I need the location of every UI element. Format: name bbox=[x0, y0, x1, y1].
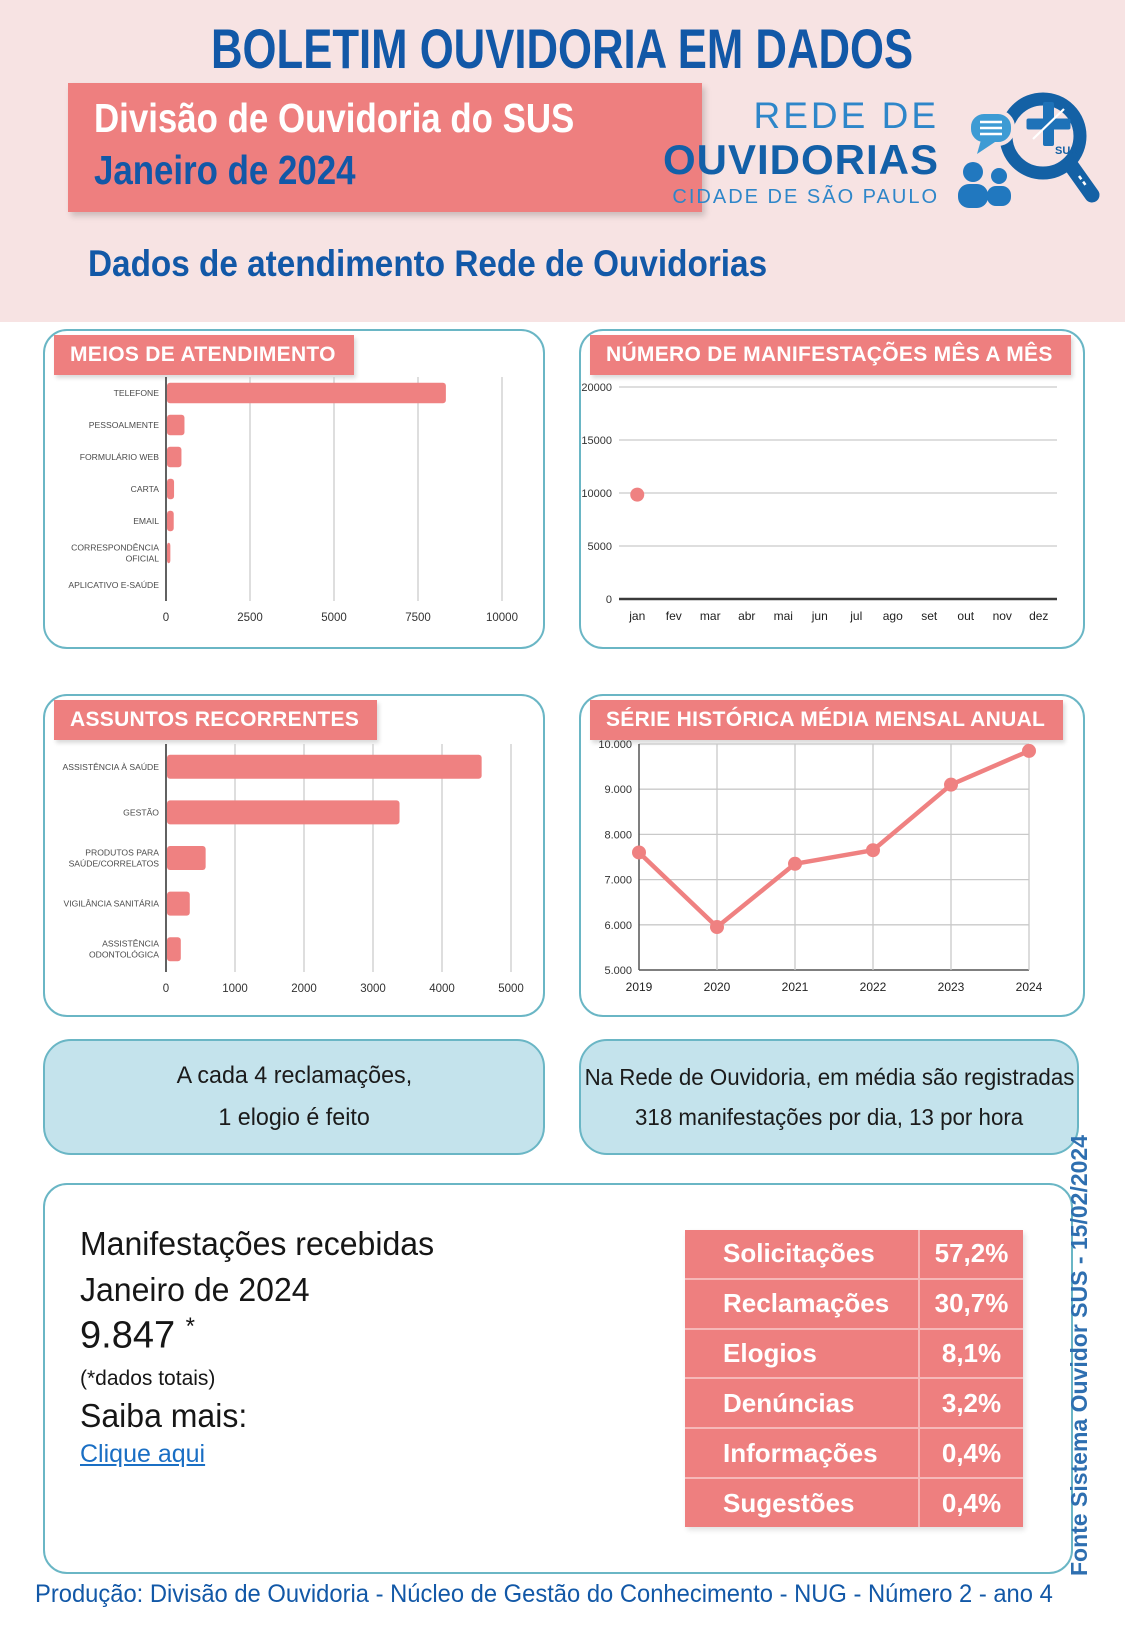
svg-text:CORRESPONDÊNCIA: CORRESPONDÊNCIA bbox=[71, 542, 159, 553]
svg-text:abr: abr bbox=[738, 609, 756, 623]
row-value: 30,7% bbox=[918, 1280, 1023, 1328]
row-label: Elogios bbox=[723, 1338, 817, 1369]
panel-title-mes-a-mes: NÚMERO DE MANIFESTAÇÕES MÊS A MÊS bbox=[590, 335, 1071, 375]
svg-text:2023: 2023 bbox=[937, 980, 965, 994]
svg-text:nov: nov bbox=[992, 609, 1012, 623]
row-label: Reclamações bbox=[723, 1288, 890, 1319]
logo-line-rede-de: REDE DE bbox=[753, 95, 939, 136]
svg-text:2500: 2500 bbox=[237, 612, 263, 624]
logo-line-ouvidorias: OUVIDORIAS bbox=[662, 135, 939, 183]
svg-text:2019: 2019 bbox=[625, 980, 653, 994]
more-info-label: Saiba mais: bbox=[80, 1397, 248, 1434]
total-note: (*dados totais) bbox=[80, 1367, 216, 1390]
logo-wordmark bbox=[663, 96, 939, 211]
panel-serie-historica bbox=[579, 694, 1085, 1017]
svg-text:dez: dez bbox=[1029, 609, 1049, 623]
section-subtitle: Dados de atendimento Rede de Ouvidorias bbox=[88, 243, 768, 284]
footer-credit: Produção: Divisão de Ouvidoria - Núcleo de Gestão do Conhecimento - NUG - Número 2 - ano 4 bbox=[35, 1580, 1053, 1608]
svg-text:7.000: 7.000 bbox=[604, 874, 632, 887]
info-line: Na Rede de Ouvidoria, em média são registradas bbox=[584, 1063, 1074, 1090]
summary-title bbox=[80, 1221, 434, 1313]
row-label: Sugestões bbox=[723, 1487, 855, 1518]
row-value: 3,2% bbox=[918, 1379, 1023, 1427]
people-icon bbox=[958, 162, 1011, 208]
svg-text:mar: mar bbox=[699, 609, 721, 623]
summary-title-line2: Janeiro de 2024 bbox=[80, 1271, 310, 1309]
table-row bbox=[685, 1479, 1023, 1527]
svg-text:TELEFONE: TELEFONE bbox=[113, 388, 159, 398]
total-count: 9.847 * bbox=[80, 1313, 195, 1357]
svg-text:GESTÃO: GESTÃO bbox=[123, 807, 159, 818]
source-note: Fonte Sistema Ouvidor SUS - 15/02/2024 bbox=[1065, 1134, 1092, 1576]
svg-text:6.000: 6.000 bbox=[604, 919, 632, 932]
svg-text:2022: 2022 bbox=[859, 980, 887, 994]
row-value: 0,4% bbox=[918, 1429, 1023, 1477]
svg-text:0: 0 bbox=[162, 612, 170, 624]
svg-text:ago: ago bbox=[882, 609, 903, 623]
svg-text:0: 0 bbox=[605, 594, 612, 606]
row-value: 0,4% bbox=[918, 1479, 1023, 1527]
svg-text:ASSISTÊNCIA: ASSISTÊNCIA bbox=[102, 938, 159, 949]
svg-text:mai: mai bbox=[773, 609, 793, 623]
svg-text:9.000: 9.000 bbox=[604, 784, 632, 797]
svg-text:PESSOALMENTE: PESSOALMENTE bbox=[88, 420, 159, 430]
row-value: 8,1% bbox=[918, 1330, 1023, 1378]
svg-text:5000: 5000 bbox=[587, 541, 612, 553]
svg-text:PRODUTOS PARA: PRODUTOS PARA bbox=[85, 847, 159, 858]
svg-text:7500: 7500 bbox=[405, 612, 431, 624]
svg-text:APLICATIVO E-SAÚDE: APLICATIVO E-SAÚDE bbox=[68, 580, 159, 590]
svg-text:1000: 1000 bbox=[222, 983, 248, 995]
panel-manifestacoes-mes bbox=[579, 329, 1085, 649]
info-line: 1 elogio é feito bbox=[218, 1104, 370, 1131]
svg-text:5000: 5000 bbox=[498, 983, 524, 995]
svg-text:5000: 5000 bbox=[321, 612, 347, 624]
svg-text:CARTA: CARTA bbox=[130, 484, 159, 494]
svg-text:2000: 2000 bbox=[291, 983, 317, 995]
panel-title-meios: MEIOS DE ATENDIMENTO bbox=[54, 335, 354, 375]
svg-text:5.000: 5.000 bbox=[604, 965, 632, 977]
clique-aqui-link[interactable]: Clique aqui bbox=[80, 1440, 206, 1468]
svg-text:EMAIL: EMAIL bbox=[133, 516, 159, 526]
info-line: 318 manifestações por dia, 13 por hora bbox=[634, 1104, 1024, 1130]
table-row bbox=[685, 1330, 1023, 1380]
division-name: Divisão de Ouvidoria do SUS bbox=[94, 95, 575, 141]
svg-text:10000: 10000 bbox=[486, 612, 518, 624]
svg-text:10.000: 10.000 bbox=[598, 739, 632, 751]
svg-text:jun: jun bbox=[811, 609, 828, 623]
svg-text:FORMULÁRIO WEB: FORMULÁRIO WEB bbox=[79, 452, 159, 462]
table-row bbox=[685, 1230, 1023, 1280]
row-label: Solicitações bbox=[723, 1238, 875, 1269]
row-label: Informações bbox=[723, 1437, 878, 1468]
svg-text:15000: 15000 bbox=[581, 435, 612, 447]
info-line: A cada 4 reclamações, bbox=[176, 1062, 412, 1089]
info-box-media-diaria bbox=[579, 1039, 1079, 1155]
division-banner bbox=[68, 83, 702, 212]
svg-text:2020: 2020 bbox=[703, 980, 731, 994]
summary-box bbox=[43, 1183, 1073, 1574]
panel-title-serie-historica: SÉRIE HISTÓRICA MÉDIA MENSAL ANUAL bbox=[590, 700, 1063, 740]
header bbox=[0, 0, 1125, 322]
magnifier-sus-logo-icon bbox=[951, 84, 1103, 220]
line-chart-serie-historica bbox=[589, 740, 1077, 1010]
row-value: 57,2% bbox=[918, 1230, 1023, 1278]
svg-text:OFICIAL: OFICIAL bbox=[125, 553, 159, 564]
svg-text:2021: 2021 bbox=[781, 980, 809, 994]
svg-text:ASSISTÊNCIA À SAÚDE: ASSISTÊNCIA À SAÚDE bbox=[62, 761, 159, 772]
logo-line-cidade: CIDADE DE SÃO PAULO bbox=[672, 185, 939, 208]
page-title: BOLETIM OUVIDORIA EM DADOS bbox=[211, 17, 914, 80]
table-row bbox=[685, 1379, 1023, 1429]
summary-title-line1: Manifestações recebidas bbox=[80, 1225, 435, 1262]
svg-text:8.000: 8.000 bbox=[604, 829, 632, 842]
asterisk-marker: * bbox=[185, 1313, 195, 1340]
info-box-elogios bbox=[43, 1039, 545, 1155]
panel-title-assuntos: ASSUNTOS RECORRENTES bbox=[54, 700, 377, 740]
svg-text:jan: jan bbox=[629, 609, 646, 623]
svg-text:4000: 4000 bbox=[429, 983, 455, 995]
line-chart-mes-a-mes bbox=[583, 375, 1081, 635]
svg-text:2024: 2024 bbox=[1015, 980, 1043, 994]
svg-text:SUS: SUS bbox=[1055, 145, 1078, 157]
division-period: Janeiro de 2024 bbox=[94, 147, 356, 193]
svg-text:VIGILÂNCIA SANITÁRIA: VIGILÂNCIA SANITÁRIA bbox=[63, 898, 159, 909]
panel-meios-de-atendimento bbox=[43, 329, 545, 649]
hbar-chart-meios bbox=[53, 375, 535, 635]
svg-text:20000: 20000 bbox=[581, 382, 612, 394]
svg-text:out: out bbox=[957, 609, 975, 623]
svg-text:3000: 3000 bbox=[360, 983, 386, 995]
svg-text:set: set bbox=[921, 609, 938, 623]
svg-text:fev: fev bbox=[665, 609, 682, 623]
svg-text:0: 0 bbox=[162, 983, 170, 995]
hbar-chart-assuntos bbox=[53, 740, 535, 1010]
table-row bbox=[685, 1429, 1023, 1479]
panel-assuntos-recorrentes bbox=[43, 694, 545, 1017]
manifestation-type-table bbox=[685, 1230, 1023, 1527]
svg-text:jul: jul bbox=[850, 609, 863, 623]
row-label: Denúncias bbox=[723, 1387, 855, 1418]
svg-text:ODONTOLÓGICA: ODONTOLÓGICA bbox=[88, 949, 159, 960]
svg-text:SAÚDE/CORRELATOS: SAÚDE/CORRELATOS bbox=[68, 858, 159, 869]
table-row bbox=[685, 1280, 1023, 1330]
svg-text:10000: 10000 bbox=[581, 488, 612, 500]
